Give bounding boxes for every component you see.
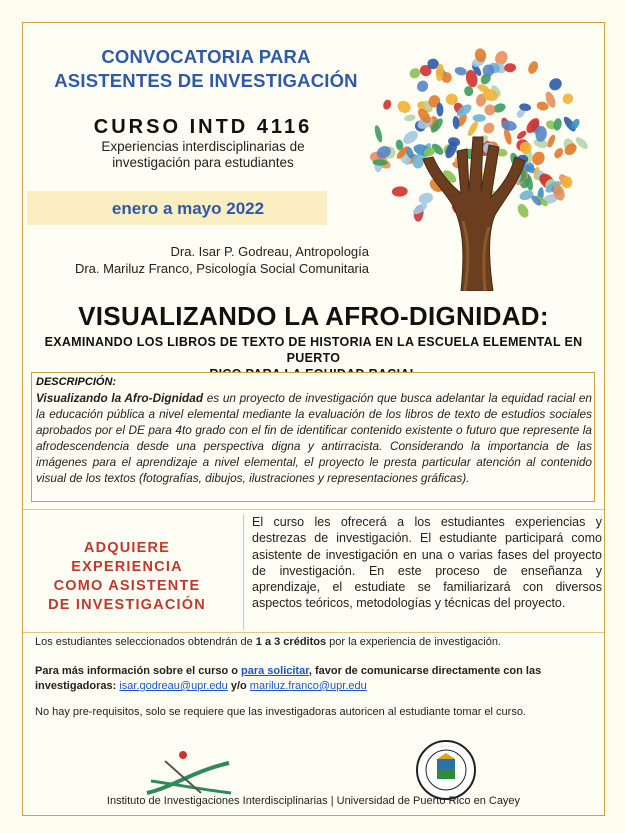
hand-leaf [417, 191, 434, 205]
hand-leaf [466, 120, 480, 138]
hand-leaf [560, 91, 575, 106]
credits-amount: 1 a 3 créditos [255, 636, 327, 648]
flyer [22, 22, 605, 816]
hand-leaf [515, 202, 530, 219]
hand-leaf [452, 116, 460, 130]
svg-text:· · · · ·: · · · · · [440, 744, 452, 749]
hand-leaf [382, 98, 393, 110]
hand-leaf [552, 146, 565, 160]
course-dates: enero a mayo 2022 [111, 199, 265, 218]
course-desc-line1: Experiencias interdisciplinarias de [101, 139, 305, 154]
apply-link[interactable]: para solicitar [241, 665, 309, 677]
tree-of-hands-illustration [353, 41, 603, 291]
prerequisites-info: No hay pre-requisitos, solo se requiere que las investigadoras autoricen al estudiante tomar el curso. [35, 706, 526, 718]
description-text [36, 390, 592, 486]
call-heading-line1: CONVOCATORIA PARA [101, 46, 311, 67]
hand-leaf [401, 128, 420, 146]
hand-leaf [404, 114, 416, 122]
contact-info [35, 664, 595, 694]
contact-post: , favor de comunicarse directamente con las investigadoras: [35, 665, 542, 692]
description-body: es un proyecto de investigación que busca adelantar la equidad racial en la educación pública a nivel elemental mediante la evaluación de los libros de texto de estudios sociales aprobados por el DE para 4to grado con el fin de identificar contenido existente o futuro que represente la afrodescendencia desde una perspectiva digna y antirracista. Considerando la importancia de las imágenes para el aprendizaje a nivel elemental, el proyecto le presta particular atención al contenido visual de los textos (fotografías, dibujos, ilustraciones y representaciones gráficas). [36, 391, 592, 485]
hand-leaf [395, 99, 412, 116]
course-description [43, 139, 363, 171]
email-godreau-link[interactable]: isar.godreau@upr.edu [119, 680, 228, 692]
contact-pre: Para más información sobre el curso o [35, 665, 242, 677]
author-godreau: Dra. Isar P. Godreau, Antropología [170, 244, 369, 259]
hand-leaf [408, 66, 422, 80]
credits-info [35, 635, 595, 650]
author-franco: Dra. Mariluz Franco, Psicología Social Comunitaria [74, 261, 369, 276]
description-heading: DESCRIPCIÓN: [36, 376, 117, 388]
hand-leaf [504, 63, 516, 72]
email-separator: y/o [227, 680, 250, 692]
credits-pre: Los estudiantes seleccionados obtendrán de [35, 636, 256, 648]
hand-leaf [454, 66, 468, 77]
experience-heading [27, 539, 227, 615]
experience-line3: DE INVESTIGACIÓN [48, 597, 206, 613]
divider-top [23, 509, 604, 510]
hand-leaf [526, 60, 540, 76]
footer-text: Instituto de Investigaciones Interdisciplinarias | Universidad de Puerto Rico en Cayey [106, 795, 521, 807]
experience-line1: ADQUIERE EXPERIENCIA [71, 540, 183, 575]
description-box [31, 372, 595, 502]
authors [53, 243, 369, 277]
hand-leaf [547, 76, 564, 93]
institute-logo [143, 741, 233, 797]
hand-leaf [392, 186, 408, 197]
hand-leaf [516, 129, 528, 141]
project-name: Visualizando la Afro-Dignidad [36, 391, 204, 405]
hand-leaf [553, 118, 563, 132]
subtitle-line1: EXAMINANDO LOS LIBROS DE TEXTO DE HISTORIA EN LA ESCUELA ELEMENTAL EN PUERTO [44, 335, 583, 365]
call-heading-line2: ASISTENTES DE INVESTIGACIÓN [54, 70, 358, 91]
hand-leaf [415, 78, 431, 94]
hand-leaf [373, 124, 383, 143]
hand-leaf [546, 134, 557, 149]
course-desc-line2: investigación para estudiantes [112, 155, 294, 170]
course-code: CURSO INTD 4116 [93, 116, 313, 138]
email-franco-link[interactable]: mariluz.franco@upr.edu [249, 680, 367, 692]
experience-text: El curso les ofrecerá a los estudiantes experiencias y destrezas de investigación. El estudiante participará como asistente de investigación en una o varias fases del proyecto de investigación. En este proceso de enseñanza y aprendizaje, el estudiate se familiarizará con diversos aspectos teóricos, metodologías y técnicas del proyecto. [243, 514, 602, 630]
call-heading [37, 45, 375, 93]
divider-bottom [23, 632, 604, 633]
university-seal [415, 739, 477, 801]
hand-leaf [473, 114, 486, 122]
project-title: VISUALIZANDO LA AFRO-DIGNIDAD: [78, 301, 549, 331]
experience-line2: COMO ASISTENTE [53, 578, 201, 594]
credits-post: por la experiencia de investigación. [326, 636, 501, 648]
hand-leaf [481, 120, 496, 135]
